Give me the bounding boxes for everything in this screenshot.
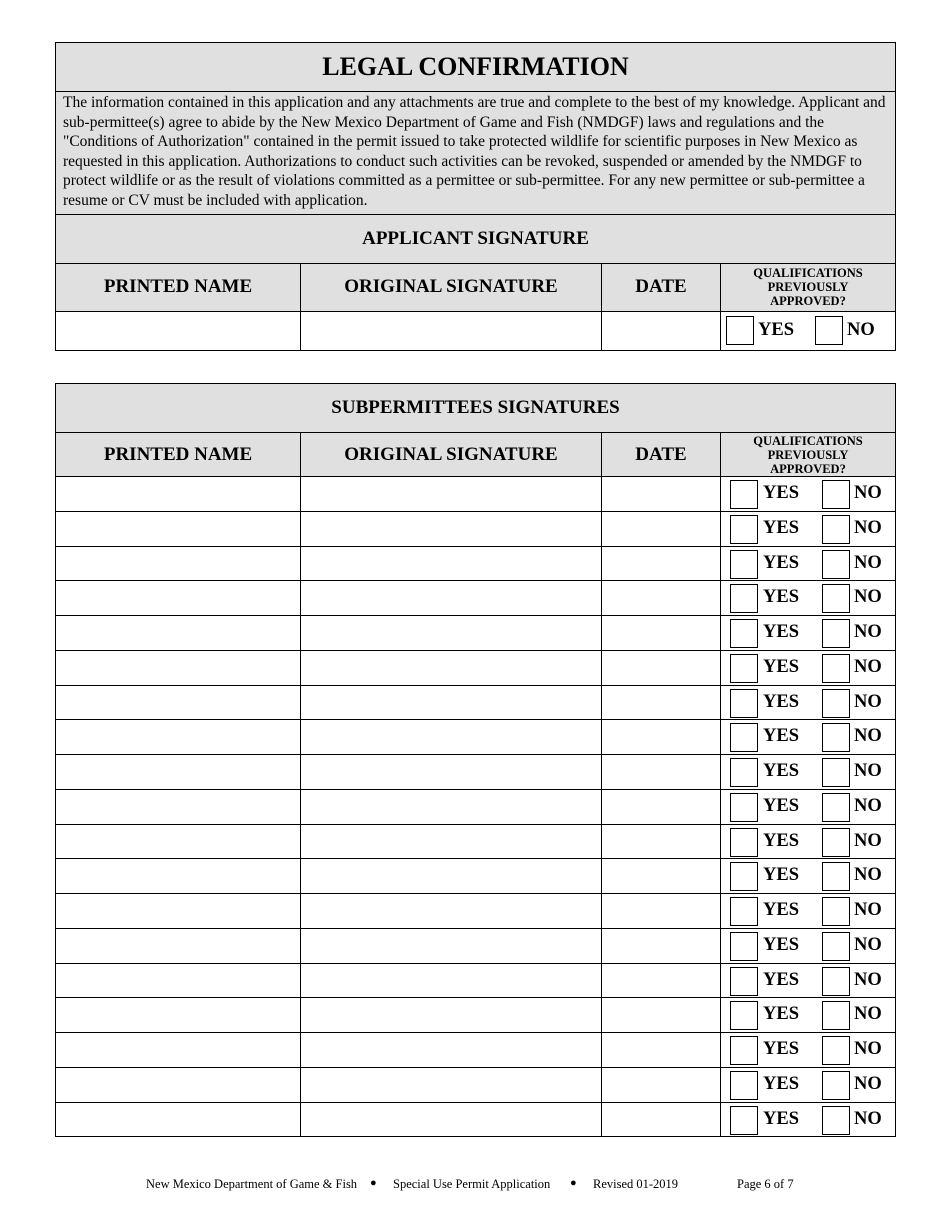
no-checkbox[interactable] <box>822 1106 850 1135</box>
subpermittee-row <box>56 685 896 720</box>
subpermittee-signature-field[interactable] <box>301 789 602 824</box>
yes-checkbox[interactable] <box>730 1106 758 1135</box>
legal-confirmation-title: LEGAL CONFIRMATION <box>56 43 896 92</box>
no-checkbox[interactable] <box>822 793 850 822</box>
subpermittee-date-field[interactable] <box>602 755 721 790</box>
subpermittee-printed-name-field[interactable] <box>56 720 301 755</box>
date-header: DATE <box>602 433 721 477</box>
subpermittee-printed-name-field[interactable] <box>56 963 301 998</box>
yes-checkbox[interactable] <box>730 689 758 718</box>
subpermittee-date-field[interactable] <box>602 511 721 546</box>
yes-checkbox[interactable] <box>730 828 758 857</box>
yes-label: YES <box>763 900 799 920</box>
yes-label: YES <box>763 795 799 816</box>
subpermittee-signature-field[interactable] <box>301 685 602 720</box>
no-label: NO <box>854 900 882 920</box>
subpermittee-date-field[interactable] <box>602 685 721 720</box>
subpermittee-row <box>56 720 896 755</box>
yes-checkbox[interactable] <box>730 1001 758 1030</box>
no-checkbox[interactable] <box>822 967 850 996</box>
subpermittee-signature-field[interactable] <box>301 650 602 685</box>
subpermittee-qualifications-cell <box>721 755 896 790</box>
subpermittee-qualifications-cell <box>721 546 896 581</box>
subpermittee-qualifications-cell <box>721 650 896 685</box>
yes-label: YES <box>763 830 799 851</box>
subpermittee-printed-name-field[interactable] <box>56 1067 301 1102</box>
yes-checkbox[interactable] <box>730 967 758 996</box>
subpermittee-signature-field[interactable] <box>301 755 602 790</box>
no-label: NO <box>854 587 882 608</box>
subpermittee-printed-name-field[interactable] <box>56 511 301 546</box>
date-header: DATE <box>602 263 721 311</box>
yes-label: YES <box>763 587 799 608</box>
subpermittee-date-field[interactable] <box>602 650 721 685</box>
yes-label: YES <box>763 969 799 990</box>
subpermittee-qualifications-cell <box>721 928 896 963</box>
no-checkbox[interactable] <box>822 897 850 926</box>
subpermittee-printed-name-field[interactable] <box>56 755 301 790</box>
subpermittee-qualifications-cell <box>721 581 896 616</box>
footer-org: New Mexico Department of Game & Fish <box>146 1177 358 1191</box>
no-label: NO <box>854 761 882 781</box>
no-label: NO <box>854 622 882 642</box>
subpermittee-signature-field[interactable] <box>301 1033 602 1068</box>
yes-checkbox[interactable] <box>726 316 754 345</box>
no-checkbox[interactable] <box>822 862 850 891</box>
footer-doc-title: Special Use Permit Application <box>393 1177 551 1191</box>
no-checkbox[interactable] <box>822 723 850 752</box>
subpermittee-qualifications-cell <box>721 477 896 512</box>
subpermittee-date-field[interactable] <box>602 894 721 929</box>
yes-checkbox[interactable] <box>730 515 758 544</box>
yes-label: YES <box>763 726 799 747</box>
subpermittee-date-field[interactable] <box>602 616 721 651</box>
subpermittee-qualifications-cell <box>721 998 896 1033</box>
subpermittee-row <box>56 755 896 790</box>
subpermittee-signature-field[interactable] <box>301 998 602 1033</box>
yes-label: YES <box>763 865 799 886</box>
no-checkbox[interactable] <box>822 550 850 579</box>
no-checkbox[interactable] <box>822 758 850 787</box>
yes-checkbox[interactable] <box>730 793 758 822</box>
no-label: NO <box>854 552 882 573</box>
subpermittee-printed-name-field[interactable] <box>56 859 301 894</box>
applicant-signature-heading: APPLICANT SIGNATURE <box>56 214 896 263</box>
yes-label: YES <box>763 552 799 573</box>
no-label: NO <box>854 1073 882 1094</box>
subpermittee-signature-field[interactable] <box>301 616 602 651</box>
subpermittee-qualifications-cell <box>721 685 896 720</box>
no-checkbox[interactable] <box>822 828 850 857</box>
no-label: NO <box>854 1004 882 1025</box>
subpermittee-qualifications-cell <box>721 789 896 824</box>
no-checkbox[interactable] <box>822 689 850 718</box>
subpermittee-printed-name-field[interactable] <box>56 1102 301 1137</box>
yes-checkbox[interactable] <box>730 550 758 579</box>
footer-page-number: Page 6 of 7 <box>737 1177 794 1191</box>
subpermittee-qualifications-cell <box>721 859 896 894</box>
subpermittee-signature-field[interactable] <box>301 859 602 894</box>
no-checkbox[interactable] <box>822 654 850 683</box>
no-checkbox[interactable] <box>815 316 843 345</box>
subpermittee-date-field[interactable] <box>602 546 721 581</box>
yes-label: YES <box>763 656 799 677</box>
no-label: NO <box>854 830 882 851</box>
original-signature-header: ORIGINAL SIGNATURE <box>301 263 602 311</box>
subpermittee-qualifications-cell <box>721 720 896 755</box>
subpermittee-date-field[interactable] <box>602 859 721 894</box>
subpermittee-date-field[interactable] <box>602 1102 721 1137</box>
yes-label: YES <box>763 934 799 955</box>
applicant-date-field[interactable] <box>602 311 721 350</box>
yes-label: YES <box>763 483 799 503</box>
subpermittee-printed-name-field[interactable] <box>56 616 301 651</box>
subpermittee-signature-field[interactable] <box>301 928 602 963</box>
subpermittee-date-field[interactable] <box>602 720 721 755</box>
yes-label: YES <box>763 1004 799 1025</box>
subpermittee-row <box>56 546 896 581</box>
subpermittee-qualifications-cell <box>721 963 896 998</box>
subpermittee-row <box>56 789 896 824</box>
no-label: NO <box>854 726 882 747</box>
subpermittee-row <box>56 477 896 512</box>
subpermittee-date-field[interactable] <box>602 789 721 824</box>
yes-checkbox[interactable] <box>730 897 758 926</box>
subpermittee-row <box>56 650 896 685</box>
no-label: NO <box>854 865 882 886</box>
applicant-signature-field[interactable] <box>301 311 602 350</box>
subpermittee-printed-name-field[interactable] <box>56 650 301 685</box>
subpermittee-qualifications-cell <box>721 511 896 546</box>
no-label: NO <box>854 1108 882 1129</box>
subpermittee-row <box>56 1067 896 1102</box>
subpermittee-qualifications-cell <box>721 894 896 929</box>
yes-checkbox[interactable] <box>730 932 758 961</box>
subpermittee-printed-name-field[interactable] <box>56 894 301 929</box>
yes-checkbox[interactable] <box>730 584 758 613</box>
no-label: NO <box>854 969 882 990</box>
yes-label: YES <box>763 761 799 781</box>
subpermittee-printed-name-field[interactable] <box>56 581 301 616</box>
no-checkbox[interactable] <box>822 480 850 509</box>
original-signature-header: ORIGINAL SIGNATURE <box>301 433 602 477</box>
subpermittee-signature-field[interactable] <box>301 581 602 616</box>
no-checkbox[interactable] <box>822 584 850 613</box>
subpermittee-row <box>56 894 896 929</box>
no-checkbox[interactable] <box>822 1001 850 1030</box>
subpermittee-printed-name-field[interactable] <box>56 824 301 859</box>
legal-confirmation-table <box>55 42 896 351</box>
yes-checkbox[interactable] <box>730 758 758 787</box>
subpermittee-printed-name-field[interactable] <box>56 998 301 1033</box>
yes-label: YES <box>758 319 794 340</box>
yes-label: YES <box>763 1073 799 1094</box>
yes-label: YES <box>763 1039 799 1059</box>
applicant-qualifications-cell <box>721 311 896 350</box>
subpermittee-signature-field[interactable] <box>301 963 602 998</box>
subpermittee-date-field[interactable] <box>602 963 721 998</box>
subpermittee-row <box>56 511 896 546</box>
subpermittee-row <box>56 616 896 651</box>
yes-checkbox[interactable] <box>730 1071 758 1100</box>
subpermittee-date-field[interactable] <box>602 824 721 859</box>
subpermittee-qualifications-cell <box>721 616 896 651</box>
yes-checkbox[interactable] <box>730 654 758 683</box>
subpermittee-signature-field[interactable] <box>301 546 602 581</box>
subpermittee-date-field[interactable] <box>602 998 721 1033</box>
yes-checkbox[interactable] <box>730 619 758 648</box>
subpermittee-qualifications-cell <box>721 1102 896 1137</box>
legal-confirmation-text: The information contained in this application and any attachments are true and complete to the best of my knowledge. Applicant and sub-permittee(s) agree to abide by the New Mexico Department of Game and Fish (NMDGF) laws and regulations and the "Conditions of Authorization" contained in the permit issued to take protected wildlife for scientific purposes in New Mexico as requested in this application. Authorizations to conduct such activities can be revoked, suspended or amended by the NMDGF to protect wildlife or as the result of violations committed as a permittee or sub-permittee. For any new permittee or sub-permittee a resume or CV must be included with application. <box>56 92 896 215</box>
subpermittee-signature-field[interactable] <box>301 477 602 512</box>
subpermittee-signature-field[interactable] <box>301 1102 602 1137</box>
subpermittees-table <box>55 383 896 1137</box>
qualifications-header: QUALIFICATIONS PREVIOUSLY APPROVED? <box>721 263 896 311</box>
subpermittee-printed-name-field[interactable] <box>56 685 301 720</box>
no-checkbox[interactable] <box>822 1071 850 1100</box>
printed-name-header: PRINTED NAME <box>56 433 301 477</box>
no-label: NO <box>847 319 875 340</box>
subpermittee-signature-field[interactable] <box>301 1067 602 1102</box>
subpermittee-signature-field[interactable] <box>301 824 602 859</box>
subpermittee-qualifications-cell <box>721 1067 896 1102</box>
yes-label: YES <box>763 622 799 642</box>
subpermittees-heading: SUBPERMITTEES SIGNATURES <box>56 384 896 433</box>
qualifications-header: QUALIFICATIONS PREVIOUSLY APPROVED? <box>721 433 896 477</box>
subpermittee-row <box>56 859 896 894</box>
subpermittee-qualifications-cell <box>721 824 896 859</box>
subpermittee-row <box>56 581 896 616</box>
subpermittee-qualifications-cell <box>721 1033 896 1068</box>
printed-name-header: PRINTED NAME <box>56 263 301 311</box>
yes-checkbox[interactable] <box>730 723 758 752</box>
subpermittee-signature-field[interactable] <box>301 720 602 755</box>
yes-label: YES <box>763 691 799 712</box>
no-label: NO <box>854 483 882 503</box>
no-checkbox[interactable] <box>822 932 850 961</box>
subpermittee-row <box>56 928 896 963</box>
subpermittee-row <box>56 998 896 1033</box>
subpermittee-printed-name-field[interactable] <box>56 928 301 963</box>
yes-checkbox[interactable] <box>730 480 758 509</box>
subpermittee-signature-field[interactable] <box>301 894 602 929</box>
subpermittee-printed-name-field[interactable] <box>56 789 301 824</box>
subpermittee-date-field[interactable] <box>602 477 721 512</box>
no-label: NO <box>854 1039 882 1059</box>
subpermittee-row <box>56 824 896 859</box>
footer-revised: Revised 01-2019 <box>593 1177 679 1191</box>
yes-label: YES <box>763 517 799 538</box>
subpermittee-date-field[interactable] <box>602 581 721 616</box>
subpermittee-printed-name-field[interactable] <box>56 546 301 581</box>
no-label: NO <box>854 934 882 955</box>
yes-label: YES <box>763 1108 799 1129</box>
subpermittee-date-field[interactable] <box>602 928 721 963</box>
subpermittee-printed-name-field[interactable] <box>56 1033 301 1068</box>
subpermittee-row <box>56 1033 896 1068</box>
no-label: NO <box>854 656 882 677</box>
yes-checkbox[interactable] <box>730 1036 758 1065</box>
yes-checkbox[interactable] <box>730 862 758 891</box>
no-label: NO <box>854 691 882 712</box>
subpermittee-row <box>56 963 896 998</box>
subpermittee-printed-name-field[interactable] <box>56 477 301 512</box>
no-checkbox[interactable] <box>822 1036 850 1065</box>
subpermittee-row <box>56 1102 896 1137</box>
subpermittee-signature-field[interactable] <box>301 511 602 546</box>
no-checkbox[interactable] <box>822 619 850 648</box>
subpermittee-date-field[interactable] <box>602 1067 721 1102</box>
footer-separator: ● <box>570 1177 577 1189</box>
no-checkbox[interactable] <box>822 515 850 544</box>
applicant-printed-name-field[interactable] <box>56 311 301 350</box>
no-label: NO <box>854 795 882 816</box>
subpermittee-date-field[interactable] <box>602 1033 721 1068</box>
footer-separator: ● <box>370 1177 377 1189</box>
no-label: NO <box>854 517 882 538</box>
